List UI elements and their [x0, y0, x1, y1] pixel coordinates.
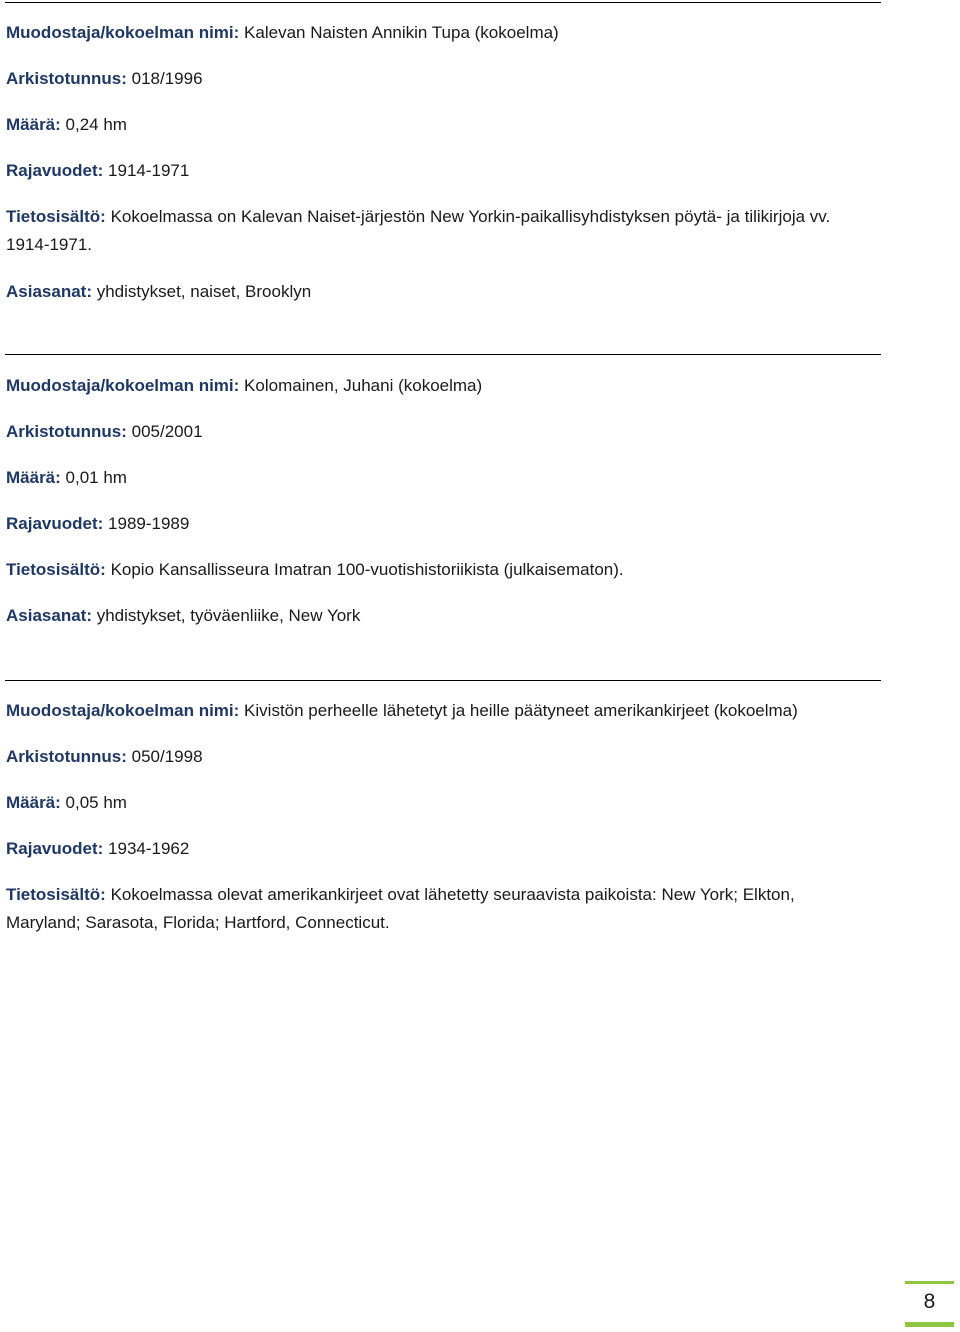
record-3-creator: [6, 697, 886, 725]
amount-value: 0,05 hm: [65, 793, 127, 812]
record-1-amount: [6, 111, 886, 139]
page-number-top-bar: [905, 1281, 954, 1284]
keywords-value: yhdistykset, työväenliike, New York: [96, 606, 361, 625]
creator-value: Kolomainen, Juhani (kokoelma): [244, 376, 483, 395]
record-divider: [5, 354, 881, 355]
record-divider: [5, 680, 881, 681]
archive-value: 005/2001: [131, 422, 203, 441]
record-3-archive: [6, 743, 886, 771]
content-label: Tietosisältö:: [6, 560, 106, 579]
record-3-amount: [6, 789, 886, 817]
record-1-content: [6, 203, 864, 259]
archive-value: 018/1996: [131, 69, 203, 88]
record-3-years: [6, 835, 886, 863]
keywords-label: Asiasanat:: [6, 282, 92, 301]
record-2-content: [6, 556, 886, 584]
record-1-archive: [6, 65, 886, 93]
keywords-value: yhdistykset, naiset, Brooklyn: [96, 282, 312, 301]
years-label: Rajavuodet:: [6, 161, 104, 180]
content-label: Tietosisältö:: [6, 207, 106, 226]
keywords-label: Asiasanat:: [6, 606, 92, 625]
content-value: Kopio Kansallisseura Imatran 100-vuotishistoriikista (julkaisematon).: [110, 560, 624, 579]
record-1-creator: [6, 19, 886, 47]
years-value: 1934-1962: [108, 839, 190, 858]
record-2-archive: [6, 418, 886, 446]
record-1-keywords: [6, 278, 886, 306]
years-label: Rajavuodet:: [6, 514, 104, 533]
creator-value: Kivistön perheelle lähetetyt ja heille päätyneet amerikankirjeet (kokoelma): [244, 701, 798, 720]
archive-label: Arkistotunnus:: [6, 69, 127, 88]
creator-label: Muodostaja/kokoelman nimi:: [6, 376, 240, 395]
archive-value: 050/1998: [131, 747, 203, 766]
record-divider: [5, 2, 881, 3]
record-2-keywords: [6, 602, 886, 630]
amount-label: Määrä:: [6, 115, 61, 134]
content-value: Kokoelmassa on Kalevan Naiset-järjestön New Yorkin-paikallisyhdistyksen pöytä- ja tilikirjoja vv. 1914-1971.: [6, 207, 831, 254]
archive-label: Arkistotunnus:: [6, 422, 127, 441]
page-number: 8: [923, 1290, 936, 1313]
record-3-content: [6, 881, 864, 937]
amount-label: Määrä:: [6, 793, 61, 812]
content-label: Tietosisältö:: [6, 885, 106, 904]
creator-value: Kalevan Naisten Annikin Tupa (kokoelma): [244, 23, 559, 42]
amount-label: Määrä:: [6, 468, 61, 487]
content-value: Kokoelmassa olevat amerikankirjeet ovat lähetetty seuraavista paikoista: New York; Elkton, Maryland; Sarasota, Florida; Hartford, Connecticut.: [6, 885, 795, 932]
amount-value: 0,24 hm: [65, 115, 127, 134]
record-2-creator: [6, 372, 886, 400]
years-value: 1914-1971: [108, 161, 190, 180]
record-2-amount: [6, 464, 886, 492]
record-1-years: [6, 157, 886, 185]
page-number-box: [905, 1281, 954, 1327]
years-label: Rajavuodet:: [6, 839, 104, 858]
page-number-bottom-bar: [905, 1322, 954, 1327]
years-value: 1989-1989: [108, 514, 190, 533]
amount-value: 0,01 hm: [65, 468, 127, 487]
creator-label: Muodostaja/kokoelman nimi:: [6, 23, 240, 42]
creator-label: Muodostaja/kokoelman nimi:: [6, 701, 240, 720]
archive-label: Arkistotunnus:: [6, 747, 127, 766]
record-2-years: [6, 510, 886, 538]
